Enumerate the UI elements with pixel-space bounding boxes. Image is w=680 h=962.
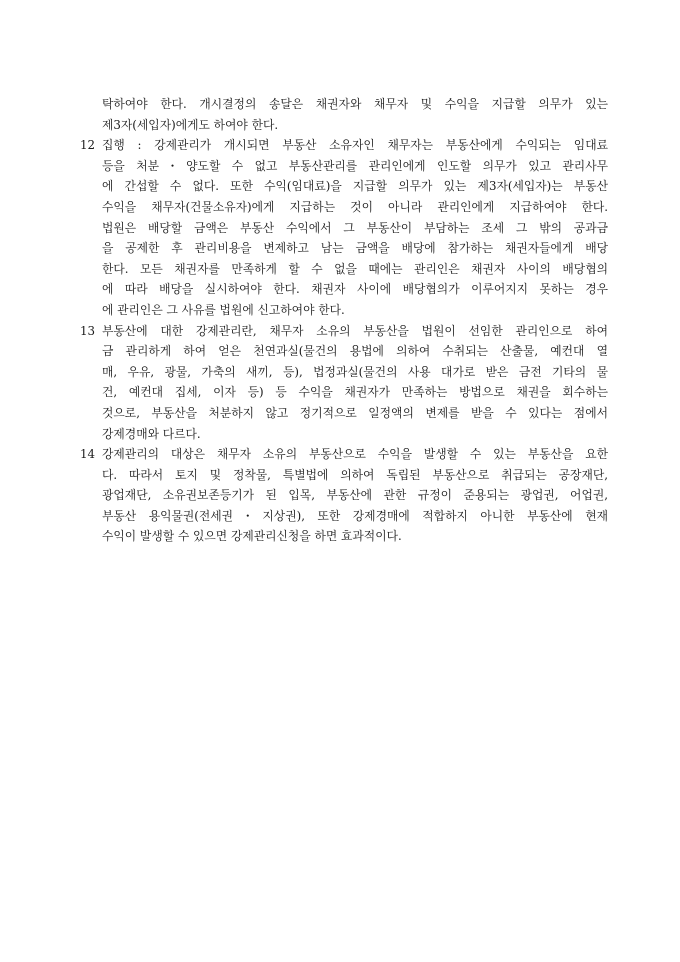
text-line: 부동산에 대한 강제관리란, 채무자 소유의 부동산을 법원이 선임한 관리인으로 하여 [102, 323, 608, 338]
text-line: 부동산 용익물권(전세권・지상권), 또한 강제경매에 적합하지 아니한 부동산에 현재 [102, 508, 608, 523]
text-line: 에 따라 배당을 실시하여야 한다. 채권자 사이에 배당협의가 이루어지지 못하는 경우 [102, 282, 608, 297]
text-line: 등을 처분・양도할 수 없고 부동산관리를 관리인에게 인도할 의무가 있고 관리사무 [102, 158, 608, 173]
text-line: 에 관리인은 그 사유를 법원에 신고하여야 한다. [102, 302, 345, 317]
text-line: 금 관리하게 하여 얻은 천연과실(물건의 용법에 의하여 수취되는 산출물, 예컨대 열 [102, 344, 608, 359]
item-number: 12 [80, 138, 96, 153]
text-line: 강제경매와 다르다. [102, 426, 201, 441]
text-line: 건, 예컨대 집세, 이자 등) 등 수익을 채권자가 만족하는 방법으로 채권을 회수하는 [102, 385, 608, 400]
text-line: 집행 : 강제관리가 개시되면 부동산 소유자인 채무자는 부동산에게 수익되는 임대료 [102, 138, 608, 153]
text-line: 을 공제한 후 관리비용을 변제하고 남는 금액을 배당에 참가하는 채권자들에게 배당 [102, 241, 608, 256]
item-number: 14 [80, 447, 96, 462]
text-line: 수익을 채무자(건물소유자)에게 지급하는 것이 아니라 관리인에게 지급하여야 한다. [102, 199, 608, 214]
text-line: 한다. 모든 채권자를 만족하게 할 수 없을 때에는 관리인은 채권자 사이의 배당협의 [102, 261, 608, 276]
text-line: 제3자(세입자)에게도 하여야 한다. [102, 117, 279, 132]
text-line: 것으로, 부동산을 처분하지 않고 정기적으로 일정액의 변제를 받을 수 있다는 점에서 [102, 405, 608, 420]
text-line: 법원은 배당할 금액은 부동산 수익에서 그 부동산이 부담하는 조세 그 밖의 공과금 [102, 220, 608, 235]
document-body [80, 94, 608, 547]
text-line: 강제관리의 대상은 채무자 소유의 부동산으로 수익을 발생할 수 있는 부동산을 요한 [102, 447, 608, 462]
text-line: 에 간섭할 수 없다. 또한 수익(임대료)을 지급할 의무가 있는 제3자(세입자)는 부동산 [102, 179, 608, 194]
numbered-item-14 [80, 444, 608, 547]
text-line: 다. 따라서 토지 및 정착물, 특별법에 의하여 독립된 부동산으로 취급되는 공장재단, [102, 467, 608, 482]
text-line: 탁하여야 한다. 개시결정의 송달은 채권자와 채무자 및 수익을 지급할 의무가 있는 [102, 97, 608, 111]
text-line: 수익이 발생할 수 있으면 강제관리신청을 하면 효과적이다. [102, 529, 402, 544]
text-line: 매, 우유, 광물, 가축의 새끼, 등), 법정과실(물건의 사용 대가로 받은 금전 기타의 물 [102, 364, 608, 379]
numbered-item-12 [80, 135, 608, 320]
text-line: 광업재단, 소유권보존등기가 된 입목, 부동산에 관한 규정이 준용되는 광업권, 어업권, [102, 488, 608, 503]
item-number: 13 [80, 323, 96, 338]
numbered-item-13 [80, 321, 608, 445]
